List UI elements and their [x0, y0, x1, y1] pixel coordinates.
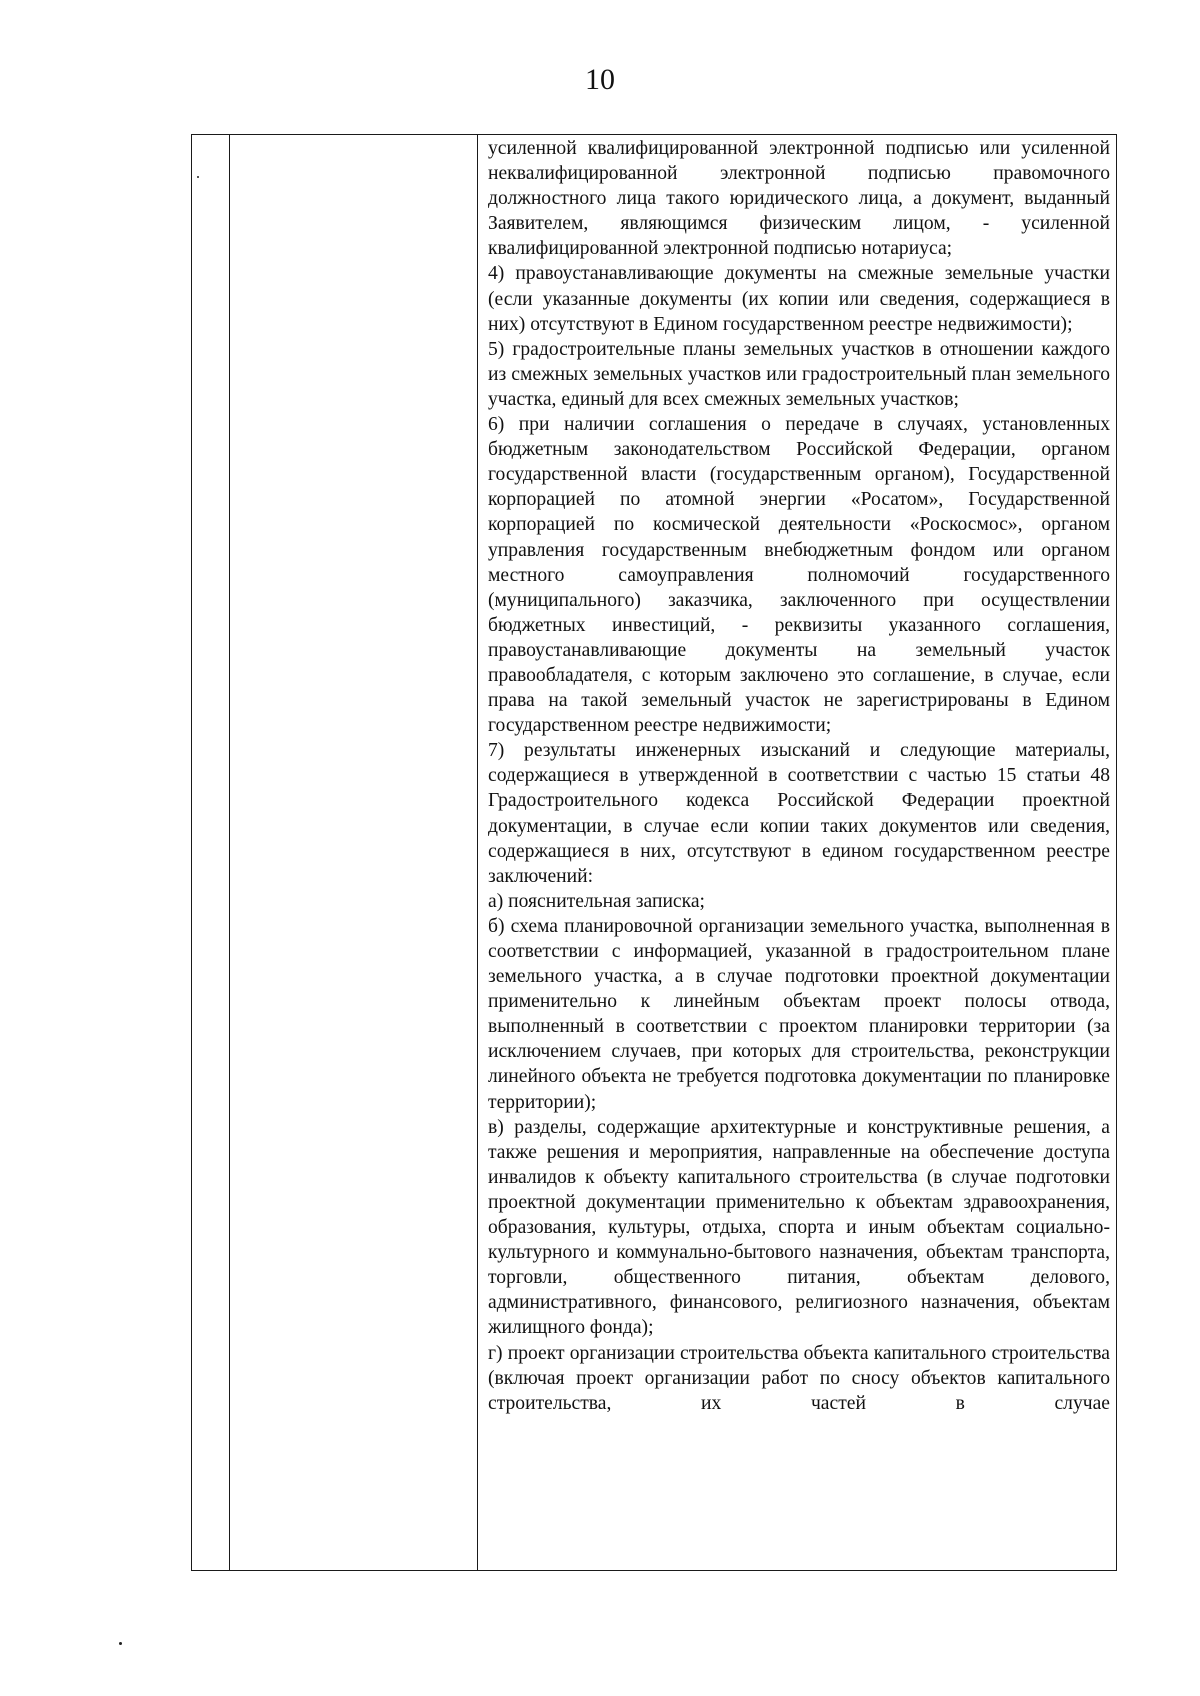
table-column-divider: [477, 135, 478, 1570]
paragraph-item-4: 4) правоустанавливающие документы на смежные земельные участки (если указанные документы (их копии или сведения, содержащиеся в них) отсутствуют в Едином государственном реестре недвижимости);: [488, 263, 1110, 335]
paragraph-item-5: 5) градостроительные планы земельных участков в отношении каждого из смежных земельных участков или градостроительный план земельного участка, единый для всех смежных земельных участков;: [488, 338, 1110, 410]
scan-speck: [119, 1642, 122, 1645]
paragraph-item-7a: а) пояснительная записка;: [488, 890, 705, 912]
paragraph-item-7v: в) разделы, содержащие архитектурные и конструктивные решения, а также решения и мероприятия, направленные на обеспечение доступа инвалидов к объекту капитального строительства (в случае подготовки проектной документации применительно к объектам здравоохранения, образования, культуры, отдыха, спорта и иным объектам социально-культурного и коммунально-бытового назначения, объектам транспорта, торговли, общественного питания, объектам делового, административного, финансового, религиозного назначения, объектам жилищного фонда);: [488, 1116, 1110, 1339]
paragraph-item-7: 7) результаты инженерных изысканий и следующие материалы, содержащиеся в утвержденной в соответствии с частью 15 статьи 48 Градостроительного кодекса Российской Федерации проектной документации, в случае если копии таких документов или сведения, содержащиеся в них, отсутствуют в едином государственном реестре заключений:: [488, 740, 1110, 887]
paragraph-item-7g: г) проект организации строительства объекта капитального строительства (включая проект организации работ по сносу объектов капитального строительства, их частей в случае: [488, 1342, 1110, 1414]
document-table: [191, 134, 1117, 1571]
paragraph-signature-continuation: усиленной квалифицированной электронной подписью или усиленной неквалифицированной электронной подписью правомочного должностного лица такого юридического лица, а документ, выданный Заявителем, являющимся физическим лицом, - усиленной квалифицированной электронной подписью нотариуса;: [488, 138, 1110, 260]
scan-speck: [197, 176, 199, 178]
page-number: 10: [585, 63, 615, 96]
paragraph-item-6: 6) при наличии соглашения о передаче в случаях, установленных бюджетным законодательством Российской Федерации, органом государственной власти (государственным органом), Государственной корпорацией по атомной энергии «Росатом», Государственной корпорацией по космической деятельности «Роскосмос», органом управления государственным внебюджетным фондом или органом местного самоуправления полномочий государственного (муниципального) заказчика, заключенного при осуществлении бюджетных инвестиций, - реквизиты указанного соглашения, правоустанавливающие документы на земельный участок правообладателя, с которым заключено это соглашение, в случае, если права на такой земельный участок не зарегистрированы в Едином государственном реестре недвижимости;: [488, 414, 1110, 737]
table-column-divider: [229, 135, 230, 1570]
table-cell-content: [488, 136, 1110, 1416]
paragraph-item-7b: б) схема планировочной организации земельного участка, выполненная в соответствии с информацией, указанной в градостроительном плане земельного участка, а в случае подготовки проектной документации применительно к линейным объектам проект полосы отвода, выполненный в соответствии с проектом планировки территории (за исключением случаев, при которых для строительства, реконструкции линейного объекта не требуется подготовка документации по планировке территории);: [488, 915, 1110, 1113]
